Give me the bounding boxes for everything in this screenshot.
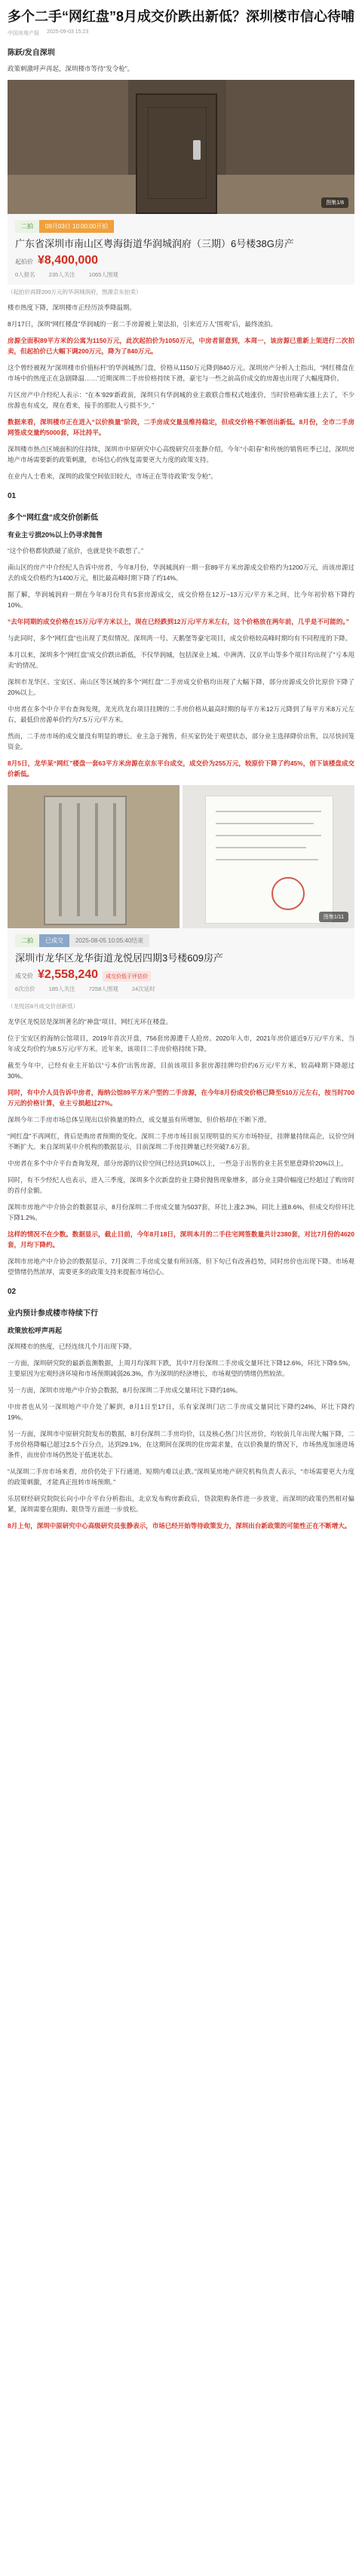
image-caption: （起拍价再降200万元的华润城润府，图源京东拍卖）: [8, 289, 142, 295]
paragraph: 片区房产中介经纪人表示：“在本‘929’新政前，深圳只有华润城的业主敢联合维权式地涨价，当时价格确实涨上去了，不少房源也有成交，现在看来，接手的那批人亏损不少。”: [8, 391, 354, 409]
paragraph: 楼市热度下降，深圳楼市正经历淡季降温期。: [8, 304, 137, 311]
paragraph: 深圳市龙华区、宝安区、南山区等区域的多个“网红盘”二手房成交价格均出现了大幅下降，部分房源成交价比原价下降了20%以上。: [8, 678, 354, 696]
article-source[interactable]: 中国房地产报: [8, 31, 39, 36]
notice-line: [216, 859, 318, 860]
image-caption: （龙悦居8月成交价创新低）: [8, 1003, 79, 1010]
article-date: 2025-09-03 15:23: [47, 29, 89, 35]
paragraph: 8月17日，深圳“网红楼盘”华润城的一套二手房源被上架法拍，引来近万人“围观”后，最终流拍。: [8, 320, 278, 328]
highlight-paragraph: 8月上旬，深圳中原研究中心高级研究员张静表示，市场已经开始等待政策发力，深圳出台新政策的可能性正在不断增大。: [8, 1522, 351, 1529]
auction-round-tag: 二拍: [15, 934, 39, 947]
paragraph: 深圳今年二手房市场总体呈现出以价换量的特点，成交量虽有所增加，但价格却在不断下滑。: [8, 1116, 271, 1123]
section-subheading: 政策放松呼声再起: [8, 1327, 63, 1334]
auction-title: 深圳市龙华区龙华街道龙悦居四期3号楼609房产: [15, 952, 223, 964]
paragraph: 据了解，华润城润府一期在今年8月份共有5套房源成交，成交价格在12万~13万元/平方米之间，比今年初价格下降约10%。: [8, 591, 354, 609]
price-label: 起拍价: [15, 258, 33, 265]
paragraph: 这个曾经被视为“深圳楼市价值标杆”的华润城热门盘，价格从1150万元降到840万元。深圳房产分析人士指出，“网红楼盘在市场中的热度正在急剧降温……”近期深圳二手房价格持续下滑，豪宅与一些之前高价成交的房源也出现了大幅度降价。: [8, 364, 354, 382]
stat-signups: 0人报名: [15, 271, 35, 278]
lock-icon: [193, 140, 201, 160]
article-body: [0, 8, 362, 1531]
paragraph: 位于宝安区的海纳公馆项目，2019年首次开盘，756套房源遭千人抢房。2020年入市，2021年房价逼近9万元/平方米，当年成交均价约为8.5万元/平方米。近年来，该项目二手房价格持续下降。: [8, 1034, 354, 1053]
article-meta: [8, 29, 354, 37]
auction-card-2[interactable]: [8, 928, 354, 999]
gate-bar: [77, 803, 80, 916]
auction-stats: [15, 270, 347, 279]
photo-wall-left: [8, 80, 128, 175]
auction-time-tag: 2025-08-05 10:05:40结束: [69, 934, 149, 947]
gallery-count-badge: 图集1/11: [319, 912, 348, 922]
highlight-paragraph: 同时，有中介人员告诉中房者，海纳公馆89平方米户型的二手房源，在今年8月份成交价格已降至510万元左右，按当时700万元的价格计算，业主亏损超过27%。: [8, 1089, 354, 1107]
gate-bar: [95, 803, 98, 916]
highlight-paragraph: 8月5日，龙华某“网红”楼盘一套63平方米房源在京东平台成交，成交价为255万元，较原价下降了约45%，创下该楼盘成交价新低。: [8, 759, 354, 778]
section-heading: 业内预计参成楼市待续下行: [8, 1309, 98, 1318]
auction-time-tag: 09月03日 10:00:00开拍: [39, 220, 114, 233]
auction-price: ¥2,558,240: [38, 968, 99, 981]
auction-done-tag: 已成交: [39, 934, 69, 947]
price-row: [15, 254, 347, 267]
paragraph: 深圳楼市热点区域面积的住持续，深圳市中原研究中心高级研究员张静介绍，今年“小阳春”和传统的销售旺季已过，深圳房地产市场需要新的政策刺激，市场信心的恢复需要更大力度的政策支持。: [8, 445, 354, 463]
intro-paragraph: 政策刺激呼声再起，深圳楼市等待“发令枪”。: [8, 65, 134, 72]
notice-line: [216, 823, 314, 824]
deal-tag: 成交价低于评估价: [103, 971, 151, 982]
paragraph: “网红盘”不再网红，背后是购房者预期的变化。深圳二手房市场目前呈现明显的买方市场特征，挂牌量持续高企，议价空间不断扩大。来自深圳某中介机构的数据显示，目前深圳二手房挂牌量已经突破7.6万套。: [8, 1132, 354, 1150]
auction-price: ¥8,400,000: [38, 254, 99, 267]
auction-round-tag: 二拍: [15, 220, 39, 233]
paragraph: 中房者在多个中介平台查询发现，龙光玖龙台项目挂牌的二手房价格从最高时期的每平方米12万元降到了每平方米8万元左右，最低价房源单价约为7.5万元/平方米。: [8, 705, 354, 723]
paragraph: 与此同时，多个“网红盘”也出现了类似情况。深圳湾一号、天鹅堡等豪宅项目，成交价格较高峰时期均有不同程度的下降。: [8, 634, 352, 642]
notice-image: [183, 785, 354, 928]
paragraph: 龙华区龙悦居是深圳著名的“神盘”项目，网红光环在楼盘。: [8, 1018, 173, 1025]
byline: 陈跃/发自深圳: [8, 49, 55, 57]
auction-status-row: [15, 934, 347, 947]
auction-status-row: [15, 220, 347, 233]
paragraph: 中房者也从另一深圳地产中介处了解到，8月1日至17日，乐有家深圳门店二手房成交量同比下降约24%，环比下降约19%。: [8, 1403, 354, 1421]
article-title: 多个二手“网红盘”8月成交价跌出新低？深圳楼市信心待哺: [8, 9, 355, 24]
stat-extensions: 24次延时: [131, 985, 155, 992]
stat-views: 7258人围观: [88, 985, 118, 992]
section-number: 01: [8, 492, 17, 500]
paragraph: 乐居财经研究院院长向小中介平台分析指出，北京发布购房新政后，贷款限购条件进一步放宽，而深圳的政策仍然相对偏紧，深圳需要在限购、限贷等方面进一步放松。: [8, 1495, 354, 1513]
section-heading: 多个“网红盘”成交价创新低: [8, 514, 98, 522]
paragraph: 另一方面，深圳市中原研究院发布的数据，8月份深圳二手房均价，以及核心热门片区房价，均较前几年出现大幅下降，二手房价格降幅已超过2.5个百分点，达到29.1%，在这期间在深圳的住房需求量，在以价换量的情况下，市场热度加速进场条件，而房价市场仍然处于低迷状态。: [8, 1430, 354, 1459]
gate-bar: [59, 803, 62, 916]
paragraph: “从深圳二手房市场来看，房价仍处于下行通道，短期内难以止跌。”深圳某房地产研究机构负责人表示，“市场需要更大力度的政策刺激，才能真正扭转市场预期。”: [8, 1468, 354, 1486]
notice-line: [216, 835, 321, 836]
paragraph: 截至今年中，已经有业主开始以“亏本价”出售房源，目前该项目多套房源挂牌均价约6万元/平方米，较高峰期下降超过30%。: [8, 1062, 354, 1080]
paragraph: 同时，有不少经纪人也表示，进入三季度，深圳多个次新盘的业主降价抛售现象增多，部分业主降价幅度已经超过了购房时的首付金额。: [8, 1176, 354, 1194]
paragraph: 然而，二手房市场的成交量没有明显的增长。业主急于抛售，但买家仍处于观望状态，部分业主选择降价出售，以尽快回笼资金。: [8, 732, 354, 750]
paragraph: 另一方面，深圳市房地产中介协会数据，8月份深圳二手房成交量环比下降约16%。: [8, 1386, 242, 1394]
stat-followers: 235人关注: [48, 271, 75, 278]
notice-line: [216, 847, 306, 848]
stat-followers: 185人关注: [48, 985, 75, 992]
gallery-count-badge: 图集1/8: [321, 197, 348, 208]
section-number: 02: [8, 1288, 17, 1296]
gate-image: [8, 785, 179, 928]
paragraph: 深圳楼市的热度，已经连续几个月出现下降。: [8, 1343, 137, 1350]
photo-wall-right: [226, 80, 354, 175]
paragraph: 本月以来，深圳多个“网红盘”成交价跌出新低，不仅华润城，包括深业上城、中洲湾、汉京半山等多个项目均出现了“亏本甩卖”的情况。: [8, 651, 354, 669]
stat-views: 1065人围观: [88, 271, 118, 278]
paragraph: 一方面，深圳研究院的最新监测数据，上周月均深圳下跌，其中7月份深圳二手房成交量环比下降12.6%，环比下降9.5%，主要原因为宏观经济环境和市场预期减弱26.3%，作为深圳的经济增长，市场观望的情绪仍然较浓。: [8, 1359, 354, 1377]
paragraph: 深圳市房地产中介协会的数据显示，8月份深圳二手房成交量为5037套，环比上涨2.3%，同比上涨8.6%，但成交均价环比下降1.2%。: [8, 1203, 354, 1221]
price-row: [15, 968, 347, 982]
highlight-paragraph: 这样的情况不在少数。数据显示，截止目前，今年8月18日，深圳本月的二手住宅网签数量共计2380套，对比7月份的4620套，月均下降约。: [8, 1230, 354, 1248]
door-image: [136, 93, 217, 214]
paragraph: 深圳市房地产中介协会的数据显示，7月深圳二手房成交量有所回落，但下旬已有改善趋势，同时房价也出现下降。市场观望情绪仍然浓厚，需要更多的政策支持来提振市场信心。: [8, 1257, 354, 1276]
auction-card-1[interactable]: [8, 214, 354, 285]
gate-bar: [113, 803, 116, 916]
highlight-paragraph: 房源全面积89平方米的公寓为1150万元，此次起拍价为1050万元，中房者留意到，本周一，该房源已重新上架进行二次拍卖，但起拍价已大幅下调200万元，降为了840万元。: [8, 337, 354, 355]
auction-photo-2[interactable]: [8, 785, 354, 928]
seal-stamp-icon: [272, 877, 305, 910]
auction-photo-1[interactable]: [8, 80, 354, 214]
notice-line: [216, 811, 321, 812]
price-label: 成交价: [15, 973, 33, 979]
auction-title: 广东省深圳市南山区粤海街道华润城润府（三期）6号楼38G房产: [15, 238, 294, 249]
highlight-paragraph: 数据来看，深圳楼市正在进入“以价换量”阶段，二手房成交量虽维持稳定，但成交价格不断创出新低。8月份，全市二手房网签成交量约5000套，环比持平。: [8, 418, 354, 436]
stat-bids: 6次出价: [15, 985, 35, 992]
auction-stats: [15, 985, 347, 993]
highlight-paragraph: “去年同期的成交价格在15万元/平方米以上，现在已经跌到12万元/平方米左右，这个价格放在两年前，几乎是不可能的。”: [8, 618, 349, 625]
paragraph: 在业内人士看来，深圳的政策空间依旧较大，市场正在等待政策“发令枪”。: [8, 472, 217, 480]
paragraph: “这个价格都快跌破了底价，也就是快不敢想了。”: [8, 547, 143, 555]
paragraph: 南山区的房产中介经纪人告诉中房者，今年8月份，华润城润府一期一套89平方米房源成交价格约为1200万元，而该房源过去的成交价格约为1400万元，相比最高峰时期下降了约14%。: [8, 564, 354, 582]
paragraph: 中房者在多个中介平台查询发现，部分房源的议价空间已经达到10%以上，一些急于出售的业主甚至愿意降价20%以上。: [8, 1160, 348, 1167]
section-subheading: 有业主亏损20%以上仍寻求抛售: [8, 531, 103, 539]
